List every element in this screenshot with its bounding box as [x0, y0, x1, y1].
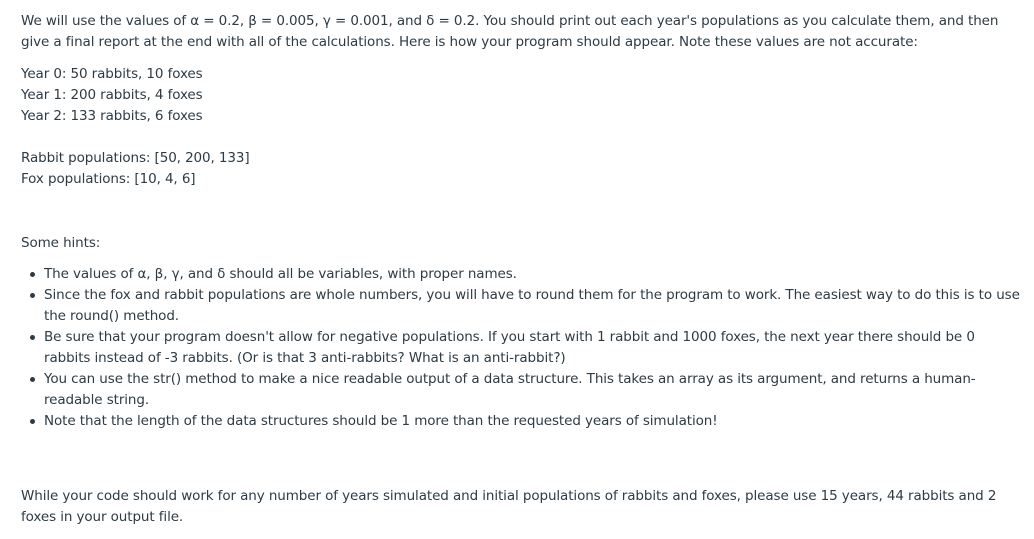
- hint-text: Be sure that your program doesn't allow for negative populations. If you start with 1 rabbit and 1000 foxes, the next year there should be 0 rabbits instead of -3 rabbits. (Or is that 3 anti-rabbits? What is an anti-rabbit?): [44, 329, 975, 366]
- sample-year-1: Year 1: 200 rabbits, 4 foxes: [21, 87, 203, 103]
- hint-text: Note that the length of the data structures should be 1 more than the requested years of simulation!: [44, 413, 718, 429]
- bullet-icon: [30, 272, 35, 277]
- fox-populations-line: Fox populations: [10, 4, 6]: [21, 171, 196, 187]
- list-item: [21, 327, 1020, 369]
- sample-year-2: Year 2: 133 rabbits, 6 foxes: [21, 108, 203, 124]
- closing-paragraph: While your code should work for any number of years simulated and initial populations of rabbits and foxes, please use 15 years, 44 rabbits and 2 foxes in your output file.: [21, 488, 997, 525]
- sample-year-0: Year 0: 50 rabbits, 10 foxes: [21, 66, 203, 82]
- bullet-icon: [30, 419, 35, 424]
- hints-heading: Some hints:: [21, 235, 101, 251]
- list-item: [21, 369, 1020, 411]
- intro-paragraph: We will use the values of α = 0.2, β = 0.005, γ = 0.001, and δ = 0.2. You should print out each year's populations as you calculate them, and then give a final report at the end with all of the calculations. Here is how your program should appear. Note these values are not accurate:: [21, 13, 999, 50]
- list-item: [21, 264, 1020, 285]
- hint-text: The values of α, β, γ, and δ should all be variables, with proper names.: [44, 266, 517, 282]
- bullet-icon: [30, 335, 35, 340]
- list-item: [21, 411, 1020, 432]
- bullet-icon: [30, 377, 35, 382]
- hints-list: [21, 264, 1020, 432]
- rabbit-populations-line: Rabbit populations: [50, 200, 133]: [21, 150, 250, 166]
- hint-text: You can use the str() method to make a nice readable output of a data structure. This takes an array as its argument, and returns a human-readable string.: [44, 371, 976, 408]
- bullet-icon: [30, 293, 35, 298]
- list-item: [21, 285, 1020, 327]
- hint-text: Since the fox and rabbit populations are whole numbers, you will have to round them for the program to work. The easiest way to do this is to use the round() method.: [44, 287, 1020, 324]
